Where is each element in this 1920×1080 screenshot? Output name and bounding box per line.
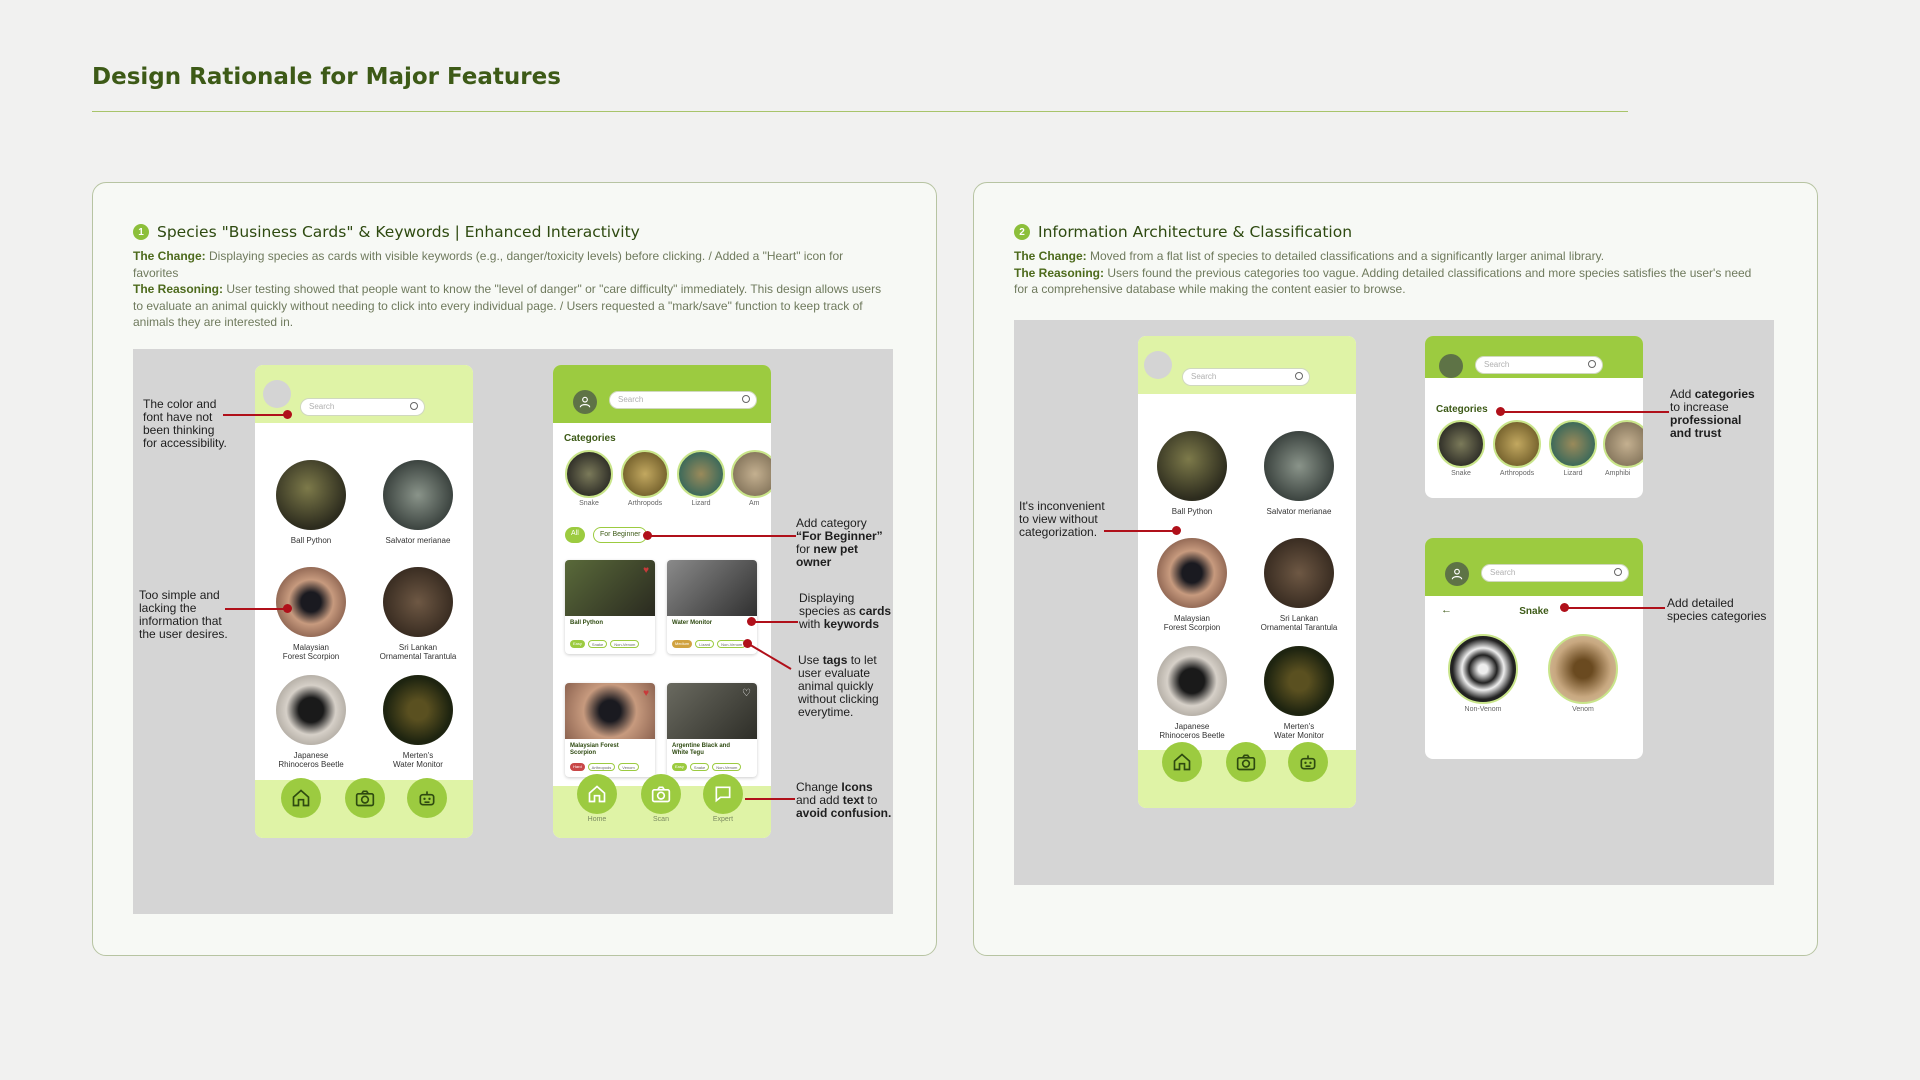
search-input[interactable]: Search <box>1481 564 1629 582</box>
categories-phone-mockup <box>1425 336 1643 498</box>
subcategory-venom[interactable]: Venom <box>1547 634 1619 713</box>
category-photo <box>677 450 725 498</box>
section-2-header <box>1014 223 1352 241</box>
category-photo <box>1603 420 1643 468</box>
robot-icon <box>417 788 437 808</box>
search-icon <box>1295 372 1303 380</box>
card-photo <box>565 560 655 616</box>
expert-button[interactable] <box>703 774 743 814</box>
annotation-for-beginner: Add category “For Beginner” for new pet owner <box>796 516 883 569</box>
annotation-add-categories: Add categories to increase professional and trust <box>1670 387 1755 440</box>
category-photo <box>1549 420 1597 468</box>
animal-photo <box>1264 538 1334 608</box>
home-icon <box>291 788 311 808</box>
animal-photo <box>276 460 346 530</box>
search-icon <box>1614 568 1622 576</box>
animal-item[interactable]: Japanese Rhinoceros Beetle <box>1144 646 1240 740</box>
category-photo <box>1493 420 1541 468</box>
annotation-dot <box>283 410 292 419</box>
bottom-nav <box>553 786 771 838</box>
section-2-description <box>1014 248 1764 298</box>
annotation-cards-keywords: Displaying species as cards with keywords <box>799 591 892 631</box>
panel-section-2 <box>973 182 1818 956</box>
nav-label-expert: Expert <box>712 816 734 823</box>
camera-icon <box>1236 752 1256 772</box>
category-item[interactable]: Arthropods <box>1491 420 1543 477</box>
phone-header <box>553 365 771 423</box>
species-card[interactable]: ♥ Malaysian Forest Scorpion Hard Arthropods Venom <box>565 683 655 777</box>
heart-outline-icon[interactable]: ♡ <box>742 688 751 699</box>
heart-icon[interactable]: ♥ <box>643 565 649 576</box>
section-2-title: Information Architecture & Classification <box>1038 223 1353 241</box>
category-item[interactable]: Snake <box>563 450 615 507</box>
annotation-detailed-categories: Add detailed species categories <box>1667 596 1767 623</box>
user-icon <box>1450 567 1464 581</box>
animal-photo <box>383 675 453 745</box>
animal-photo <box>383 567 453 637</box>
animal-item[interactable]: Salvator merianae <box>370 460 466 545</box>
avatar[interactable] <box>263 380 291 408</box>
reasoning-text: User testing showed that people want to know the "level of danger" or "care difficulty" immediately. This design allows users to evaluate an animal quickly without needing to click into every individual page. / Users requested a "mark/save" function to keep track of animals they are interested in. <box>133 282 882 329</box>
category-item[interactable]: Lizard <box>675 450 727 507</box>
heart-icon[interactable]: ♥ <box>643 688 649 699</box>
search-input[interactable]: Search <box>1475 356 1603 374</box>
home-button[interactable] <box>281 778 321 818</box>
card-photo <box>565 683 655 739</box>
change-text: Displaying species as cards with visible keywords (e.g., danger/toxicity levels) before clicking. / Added a "Heart" icon for favorites <box>133 249 844 280</box>
phone-header <box>1138 336 1356 394</box>
nav-label-home: Home <box>587 816 607 823</box>
panel-section-1 <box>92 182 937 956</box>
filter-all[interactable]: All <box>565 527 585 543</box>
animal-item[interactable]: Sri Lankan Ornamental Tarantula <box>370 567 466 661</box>
change-label: The Change: <box>1014 249 1087 263</box>
annotation-icons: Change Icons and add text to avoid confusion. <box>796 780 892 820</box>
annotation-line <box>225 608 287 610</box>
animal-photo <box>1157 538 1227 608</box>
annotation-line <box>1565 607 1665 609</box>
category-item[interactable]: Am <box>731 450 771 507</box>
animal-photo <box>1157 431 1227 501</box>
annotation-dot <box>283 604 292 613</box>
animal-item[interactable]: Sri Lankan Ornamental Tarantula <box>1251 538 1347 632</box>
category-item[interactable]: Amphibi <box>1603 420 1643 477</box>
back-arrow-icon[interactable]: ← <box>1441 604 1452 616</box>
avatar[interactable] <box>1439 354 1463 378</box>
animal-item[interactable]: Malaysian Forest Scorpion <box>263 567 359 661</box>
phone-header <box>1425 336 1643 378</box>
bottom-nav <box>255 780 473 838</box>
categories-title: Categories <box>1436 404 1488 415</box>
categories-title: Categories <box>564 433 616 444</box>
mockup-canvas <box>133 349 893 914</box>
annotation-dot <box>1172 526 1181 535</box>
annotation-line <box>1104 530 1174 532</box>
section-1-header <box>133 223 640 241</box>
reasoning-label: The Reasoning: <box>133 282 224 296</box>
annotation-line <box>223 414 287 416</box>
phone-header <box>1425 538 1643 596</box>
user-icon <box>578 395 592 409</box>
category-photo <box>565 450 613 498</box>
animal-photo <box>1264 646 1334 716</box>
animal-item[interactable]: Ball Python <box>1144 431 1240 516</box>
category-photo <box>621 450 669 498</box>
search-icon <box>1588 360 1596 368</box>
animal-photo <box>1157 646 1227 716</box>
bottom-nav <box>1138 750 1356 808</box>
old-phone-mockup <box>255 365 473 838</box>
camera-icon <box>355 788 375 808</box>
animal-photo <box>276 567 346 637</box>
species-card[interactable]: ♥ Ball Python Easy Snake Non-Venom <box>565 560 655 654</box>
robot-button[interactable] <box>1288 742 1328 782</box>
old-phone-mockup <box>1138 336 1356 808</box>
filter-for-beginner[interactable]: For Beginner <box>593 527 647 543</box>
card-photo <box>667 560 757 616</box>
annotation-categorization: It's inconvenient to view without categorization. <box>1019 499 1105 539</box>
annotation-line <box>745 641 795 671</box>
category-page-title: Snake <box>1519 606 1549 617</box>
reasoning-label: The Reasoning: <box>1014 265 1105 280</box>
species-card[interactable]: Water Monitor Medium Lizard Non-Venom <box>667 560 757 654</box>
annotation-accessibility: The color and font have not been thinking for accessibility. <box>143 397 227 450</box>
camera-button[interactable] <box>1226 742 1266 782</box>
new-phone-mockup <box>553 365 771 838</box>
search-icon <box>742 395 750 403</box>
search-input[interactable]: Search <box>609 391 757 409</box>
home-icon <box>587 784 607 804</box>
annotation-tags: Use tags to let user evaluate animal quickly without clicking everytime. <box>798 653 879 719</box>
section-1-title: Species "Business Cards" & Keywords | Enhanced Interactivity <box>157 223 640 241</box>
profile-button[interactable] <box>573 390 597 414</box>
reasoning-text: Users found the previous categories too vague. Adding detailed classifications and more species satisfies the user's need for a comprehensive database while making the content easier to browse. <box>1014 265 1752 296</box>
category-item[interactable]: Lizard <box>1547 420 1599 477</box>
search-input[interactable]: Search <box>300 398 425 416</box>
search-input[interactable]: Search <box>1182 368 1310 386</box>
section-number-badge: 1 <box>133 224 149 240</box>
home-icon <box>1172 752 1192 772</box>
annotation-line <box>1501 411 1669 413</box>
avatar[interactable] <box>1144 351 1172 379</box>
category-item[interactable]: Arthropods <box>619 450 671 507</box>
section-1-description <box>133 248 883 331</box>
animal-item[interactable]: Salvator merianae <box>1251 431 1347 516</box>
home-button[interactable] <box>577 774 617 814</box>
search-icon <box>410 402 418 410</box>
page-title: Design Rationale for Major Features <box>92 64 561 90</box>
chat-icon <box>713 784 733 804</box>
animal-photo <box>276 675 346 745</box>
annotation-line <box>745 798 795 800</box>
home-button[interactable] <box>1162 742 1202 782</box>
scan-button[interactable] <box>641 774 681 814</box>
subcategory-non-venom[interactable]: Non-Venom <box>1447 634 1519 713</box>
animal-item[interactable]: Merten's Water Monitor <box>370 675 466 769</box>
nav-label-scan: Scan <box>653 816 669 823</box>
category-photo <box>1448 634 1518 704</box>
category-photo <box>1437 420 1485 468</box>
animal-photo <box>1264 431 1334 501</box>
animal-item[interactable]: Japanese Rhinoceros Beetle <box>263 675 359 769</box>
camera-icon <box>651 784 671 804</box>
annotation-line <box>752 621 798 623</box>
category-photo <box>1548 634 1618 704</box>
robot-icon <box>1298 752 1318 772</box>
animal-item[interactable]: Malaysian Forest Scorpion <box>1144 538 1240 632</box>
snake-category-phone-mockup <box>1425 538 1643 759</box>
animal-photo <box>383 460 453 530</box>
category-photo <box>731 450 771 498</box>
change-label: The Change: <box>133 249 206 263</box>
species-card[interactable]: ♡ Argentine Black and White Tegu Easy Snake Non-Venom <box>667 683 757 777</box>
animal-item[interactable]: Ball Python <box>263 460 359 545</box>
animal-item[interactable]: Merten's Water Monitor <box>1251 646 1347 740</box>
change-text: Moved from a flat list of species to detailed classifications and a significantly larger animal library. <box>1090 249 1605 263</box>
camera-button[interactable] <box>345 778 385 818</box>
category-item[interactable]: Snake <box>1435 420 1487 477</box>
profile-button[interactable] <box>1445 562 1469 586</box>
robot-button[interactable] <box>407 778 447 818</box>
annotation-too-simple: Too simple and lacking the information that the user desires. <box>139 588 228 641</box>
annotation-line <box>648 535 796 537</box>
title-divider <box>92 111 1628 112</box>
section-number-badge: 2 <box>1014 224 1030 240</box>
mockup-canvas <box>1014 320 1774 885</box>
